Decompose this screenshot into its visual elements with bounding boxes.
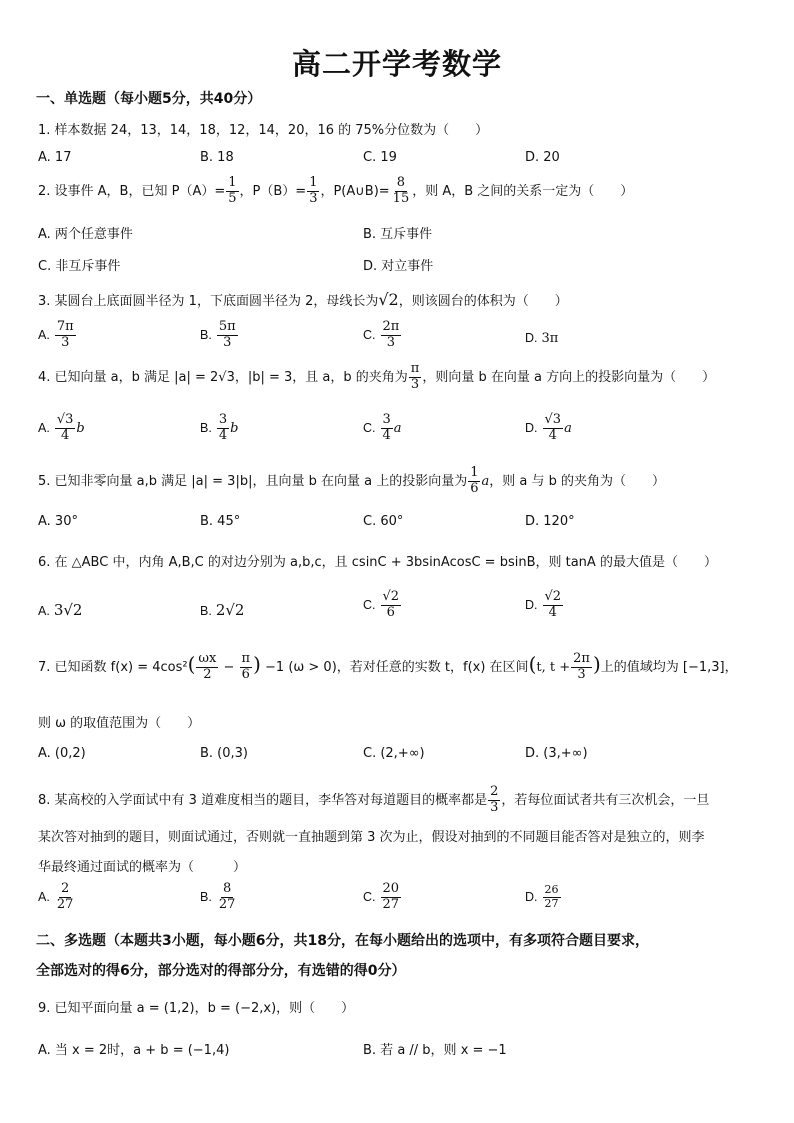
q3-root: √2 <box>378 290 399 309</box>
paren-close: ) <box>253 652 261 676</box>
vector-symbol: a <box>481 473 490 489</box>
fraction <box>571 652 592 683</box>
fraction <box>217 320 238 351</box>
q1-option-b: B. 18 <box>200 150 234 165</box>
option-label: A. <box>38 889 50 904</box>
q7-option-a: A. (0,2) <box>38 746 86 761</box>
question-8-line3: 华最终通过面试的概率为（ ） <box>38 860 247 875</box>
q5-option-b: B. 45° <box>200 514 241 529</box>
q3-option-a <box>38 320 77 351</box>
interval-start: t, t + <box>536 660 571 675</box>
q8-option-b <box>200 882 238 913</box>
numerator: 5π <box>218 319 236 334</box>
denominator: 3 <box>223 334 232 350</box>
q7-option-b: B. (0,3) <box>200 746 249 761</box>
numerator: √3 <box>56 412 74 427</box>
q6-option-b <box>200 601 244 619</box>
numerator: √2 <box>382 589 400 604</box>
denominator: 4 <box>382 427 391 443</box>
numerator: π <box>241 651 251 667</box>
q7-option-d: D. (3,+∞) <box>525 746 588 761</box>
fraction <box>226 176 238 207</box>
vector-symbol: a <box>564 420 572 436</box>
fraction <box>488 785 500 816</box>
fraction <box>55 413 76 444</box>
numerator: π <box>410 361 420 376</box>
q4-text-post: ，则向量 b 在向量 a 方向上的投影向量为（ ） <box>422 369 716 385</box>
numerator: 1 <box>309 175 318 190</box>
option-label: D. <box>525 331 538 345</box>
option-label: B. <box>200 327 212 342</box>
q6-option-a <box>38 601 82 619</box>
fraction <box>381 590 402 621</box>
q1-option-c: C. 19 <box>363 150 397 165</box>
q2-text-pre: 2. 设事件 A，B，已知 P（A）= <box>38 183 226 199</box>
option-label: C. <box>363 597 376 612</box>
q6-option-c <box>363 590 402 621</box>
paren-open: ( <box>187 652 196 676</box>
q7-text-mid: −1 (ω > 0)，若对任意的实数 t，f(x) 在区间 <box>260 660 529 675</box>
question-6-stem: 6. 在 △ABC 中，内角 A,B,C 的对边分别为 a,b,c，且 csinC + 3bsinAcosC = bsinB，则 tanA 的最大值是（ ） <box>38 555 717 570</box>
fraction <box>381 320 402 351</box>
q4-option-d <box>525 413 572 444</box>
option-value: 3√2 <box>53 601 83 619</box>
paren-open: ( <box>528 652 537 676</box>
vector-symbol: b <box>76 420 85 436</box>
question-7-stem <box>38 652 738 683</box>
denominator: 4 <box>548 427 557 443</box>
option-label: A. <box>38 604 50 618</box>
numerator: 3 <box>382 412 391 427</box>
denominator: 4 <box>548 604 557 620</box>
q8-option-c <box>363 882 402 913</box>
section-heading-single-choice: 一、单选题（每小题5分，共40分） <box>36 91 262 107</box>
q7-text-pre: 7. 已知函数 f(x) = 4cos² <box>38 660 188 675</box>
denominator: 4 <box>60 427 70 443</box>
question-1-stem: 1. 样本数据 24，13，14，18，12，14，20，16 的 75%分位数为（ ） <box>38 123 489 138</box>
q8-option-a <box>38 882 76 913</box>
q4-option-a <box>38 413 85 444</box>
numerator: 2 <box>60 881 70 896</box>
q9-option-b: B. 若 a // b，则 x = −1 <box>363 1043 507 1058</box>
fraction <box>55 320 76 351</box>
option-label: D. <box>525 597 538 612</box>
option-label: D. <box>525 420 538 435</box>
q4-option-b <box>200 413 238 444</box>
fraction <box>381 413 393 444</box>
question-7-line2: 则 ω 的取值范围为（ ） <box>38 716 201 731</box>
numerator: 20 <box>382 881 400 896</box>
q4-text-pre: 4. 已知向量 a，b 满足 |a| = 2√3，|b| = 3，且 a，b 的夹角为 <box>38 369 408 385</box>
q2-text-mid1: ，P（B）= <box>239 183 307 199</box>
question-8-stem <box>38 785 709 816</box>
q7-option-c: C. (2,+∞) <box>363 746 425 761</box>
q2-option-b: B. 互斥事件 <box>363 227 433 242</box>
fraction <box>307 176 319 207</box>
denominator: 27 <box>544 896 559 910</box>
q6-option-d <box>525 590 564 621</box>
numerator: 7π <box>56 319 74 334</box>
fraction <box>543 590 564 621</box>
section-heading-multi-choice: 二、多选题（本题共3小题，每小题6分，共18分，在每小题给出的选项中，有多项符合题目要求， <box>36 933 649 949</box>
numerator: √3 <box>544 412 562 427</box>
denominator: 3 <box>309 190 318 206</box>
q2-text-post: ，则 A，B 之间的关系一定为（ ） <box>412 183 634 199</box>
numerator: 2 <box>490 784 499 799</box>
option-label: D. <box>525 889 538 904</box>
q3-option-c <box>363 320 402 351</box>
denominator: 27 <box>218 896 236 912</box>
option-label: C. <box>363 889 376 904</box>
q5-option-c: C. 60° <box>363 514 404 529</box>
denominator: 27 <box>56 896 74 912</box>
q4-option-c <box>363 413 402 444</box>
denominator: 3 <box>577 667 586 682</box>
denominator: 4 <box>218 427 228 443</box>
numerator: 2π <box>573 651 590 667</box>
page-title: 高二开学考数学 <box>291 47 502 81</box>
fraction <box>240 652 253 683</box>
q5-option-d: D. 120° <box>525 514 575 529</box>
option-value: 3π <box>541 331 559 346</box>
numerator: 26 <box>544 883 559 896</box>
denominator: 6 <box>241 667 250 682</box>
fraction <box>543 413 564 444</box>
q2-option-c: C. 非互斥事件 <box>38 259 121 274</box>
denominator: 15 <box>392 190 410 206</box>
option-label: B. <box>200 604 212 618</box>
fraction <box>391 176 412 207</box>
option-label: B. <box>200 889 212 904</box>
denominator: 3 <box>386 334 396 350</box>
question-2-stem <box>38 176 633 207</box>
q8-text-pre: 8. 某高校的入学面试中有 3 道难度相当的题目，李华答对每道题目的概率都是 <box>38 792 488 808</box>
q5-option-a: A. 30° <box>38 514 78 529</box>
vector-symbol: a <box>393 420 402 436</box>
option-label: A. <box>38 420 50 435</box>
section-heading-multi-choice-line2: 全部选对的得6分，部分选对的得部分分，有选错的得0分） <box>36 963 406 979</box>
question-5-stem <box>38 466 665 497</box>
option-label: B. <box>200 420 212 435</box>
option-label: C. <box>363 327 376 342</box>
numerator: ωx <box>198 651 217 667</box>
q1-option-d: D. 20 <box>525 150 560 165</box>
numerator: 8 <box>396 175 406 190</box>
q9-option-a: A. 当 x = 2时，a + b = (−1,4) <box>38 1043 230 1058</box>
numerator: 3 <box>218 412 228 427</box>
q2-option-d: D. 对立事件 <box>363 259 434 274</box>
denominator: 3 <box>410 376 420 392</box>
q1-option-a: A. 17 <box>38 150 72 165</box>
fraction <box>196 652 218 683</box>
denominator: 2 <box>203 667 212 682</box>
q3-option-b <box>200 320 239 351</box>
option-label: A. <box>38 327 50 342</box>
fraction <box>217 413 229 444</box>
denominator: 3 <box>490 799 499 815</box>
q2-option-a: A. 两个任意事件 <box>38 227 133 242</box>
denominator: 6 <box>386 604 395 620</box>
denominator: 5 <box>228 190 237 206</box>
numerator: 8 <box>222 881 232 896</box>
q3-option-d <box>525 331 558 346</box>
q8-text-post: ，若每位面试者共有三次机会，一旦 <box>501 792 710 808</box>
option-value: 2√2 <box>215 601 245 619</box>
q3-text-post: ，则该圆台的体积为（ ） <box>398 294 568 309</box>
fraction <box>381 882 402 913</box>
q3-text-pre: 3. 某圆台上底面圆半径为 1，下底面圆半径为 2，母线长为 <box>38 294 379 309</box>
question-9-stem: 9. 已知平面向量 a = (1,2)，b = (−2,x)，则（ ） <box>38 1001 355 1016</box>
q5-text-post: ，则 a 与 b 的夹角为（ ） <box>489 473 665 489</box>
q7-text-post: 上的值域均为 [−1,3]， <box>600 660 738 675</box>
minus-sign: − <box>219 660 239 675</box>
paren-close: ) <box>592 652 601 676</box>
q2-text-mid2: ，P(A∪B)= <box>320 183 390 199</box>
denominator: 27 <box>382 896 400 912</box>
numerator: 2π <box>382 319 400 334</box>
fraction <box>543 884 561 910</box>
q5-text-pre: 5. 已知非零向量 a,b 满足 |a| = 3|b|，且向量 b 在向量 a 上的投影向量为 <box>38 473 468 489</box>
denominator: 6 <box>470 480 479 496</box>
vector-symbol: b <box>230 420 239 436</box>
fraction <box>468 466 480 497</box>
question-8-line2: 某次答对抽到的题目，则面试通过，否则就一直抽题到第 3 次为止，假设对抽到的不同题目能否答对是独立的，则李 <box>38 830 705 845</box>
question-4-stem <box>38 362 715 393</box>
numerator: 1 <box>228 175 237 190</box>
denominator: 3 <box>61 334 70 350</box>
question-3-stem <box>38 290 568 309</box>
fraction <box>55 882 76 913</box>
option-label: C. <box>363 420 376 435</box>
numerator: √2 <box>544 589 562 604</box>
fraction <box>217 882 238 913</box>
q8-option-d <box>525 884 562 910</box>
numerator: 1 <box>470 465 479 480</box>
fraction <box>409 362 422 393</box>
